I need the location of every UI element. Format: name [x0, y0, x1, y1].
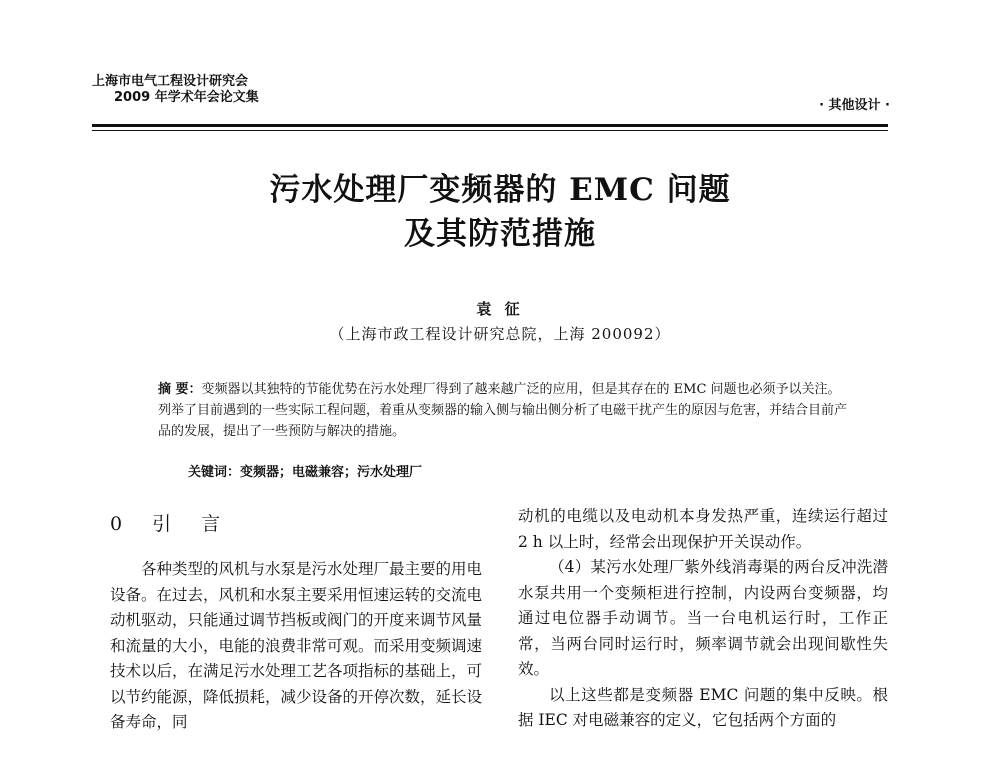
header-rule-thin: [92, 130, 888, 131]
body-paragraph: （4）某污水处理厂紫外线消毒渠的两台反冲洗潜水泵共用一个变频柜进行控制，内设两台变频器，均通过电位器手动调节。当一台电机运行时，工作正常，当两台同时运行时，频率调节就会出现间歇性失效。: [518, 558, 888, 678]
body-paragraph: 以上这些都是变频器 EMC 问题的集中反映。根据 IEC 对电磁兼容的定义，它包括两个方面的: [518, 685, 888, 729]
paper-title-line2: 及其防范措施: [404, 216, 596, 252]
left-column: [110, 557, 482, 736]
paper-title-line1: 污水处理厂变频器的 EMC 问题: [269, 172, 731, 208]
author-affiliation: （上海市政工程设计研究总院，上海 200092）: [329, 325, 671, 343]
body-paragraph-continued: 动机的电缆以及电动机本身发热严重，连续运行超过 2 h 以上时，经常会出现保护开关误动作。: [518, 507, 888, 551]
paper-title: [0, 168, 1000, 256]
journal-header-line1: 上海市电气工程设计研究会: [92, 74, 249, 89]
abstract: [158, 379, 848, 442]
abstract-label: 摘 要：: [158, 382, 202, 397]
section-heading: 0 引 言: [110, 513, 233, 535]
keywords: 关键词：变频器；电磁兼容；污水处理厂: [188, 465, 423, 480]
abstract-text: 变频器以其独特的节能优势在污水处理厂得到了越来越广泛的应用，但是其存在的 EMC 问题也必须予以关注。列举了目前遇到的一些实际工程问题，着重从变频器的输入侧与输出侧分析了电磁干扰产生的原因与危害，并结合目前产品的发展，提出了一些预防与解决的措施。: [158, 382, 848, 439]
right-column: [518, 504, 888, 734]
author-name: 袁 征: [476, 300, 524, 318]
journal-header-line2: 2009 年学术年会论文集: [114, 90, 259, 105]
header-rule-thick: [92, 124, 888, 127]
body-paragraph: 各种类型的风机与水泵是污水处理厂最主要的用电设备。在过去，风机和水泵主要采用恒速运转的交流电动机驱动，只能通过调节挡板或阀门的开度来调节风量和流量的大小，电能的浪费非常可观。而采用变频调速技术以后，在满足污水处理工艺各项指标的基础上，可以节约能源，降低损耗，减少设备的开停次数，延长设备寿命，同: [110, 560, 483, 731]
section-category: · 其他设计 ·: [819, 98, 890, 113]
journal-header: [92, 74, 259, 106]
